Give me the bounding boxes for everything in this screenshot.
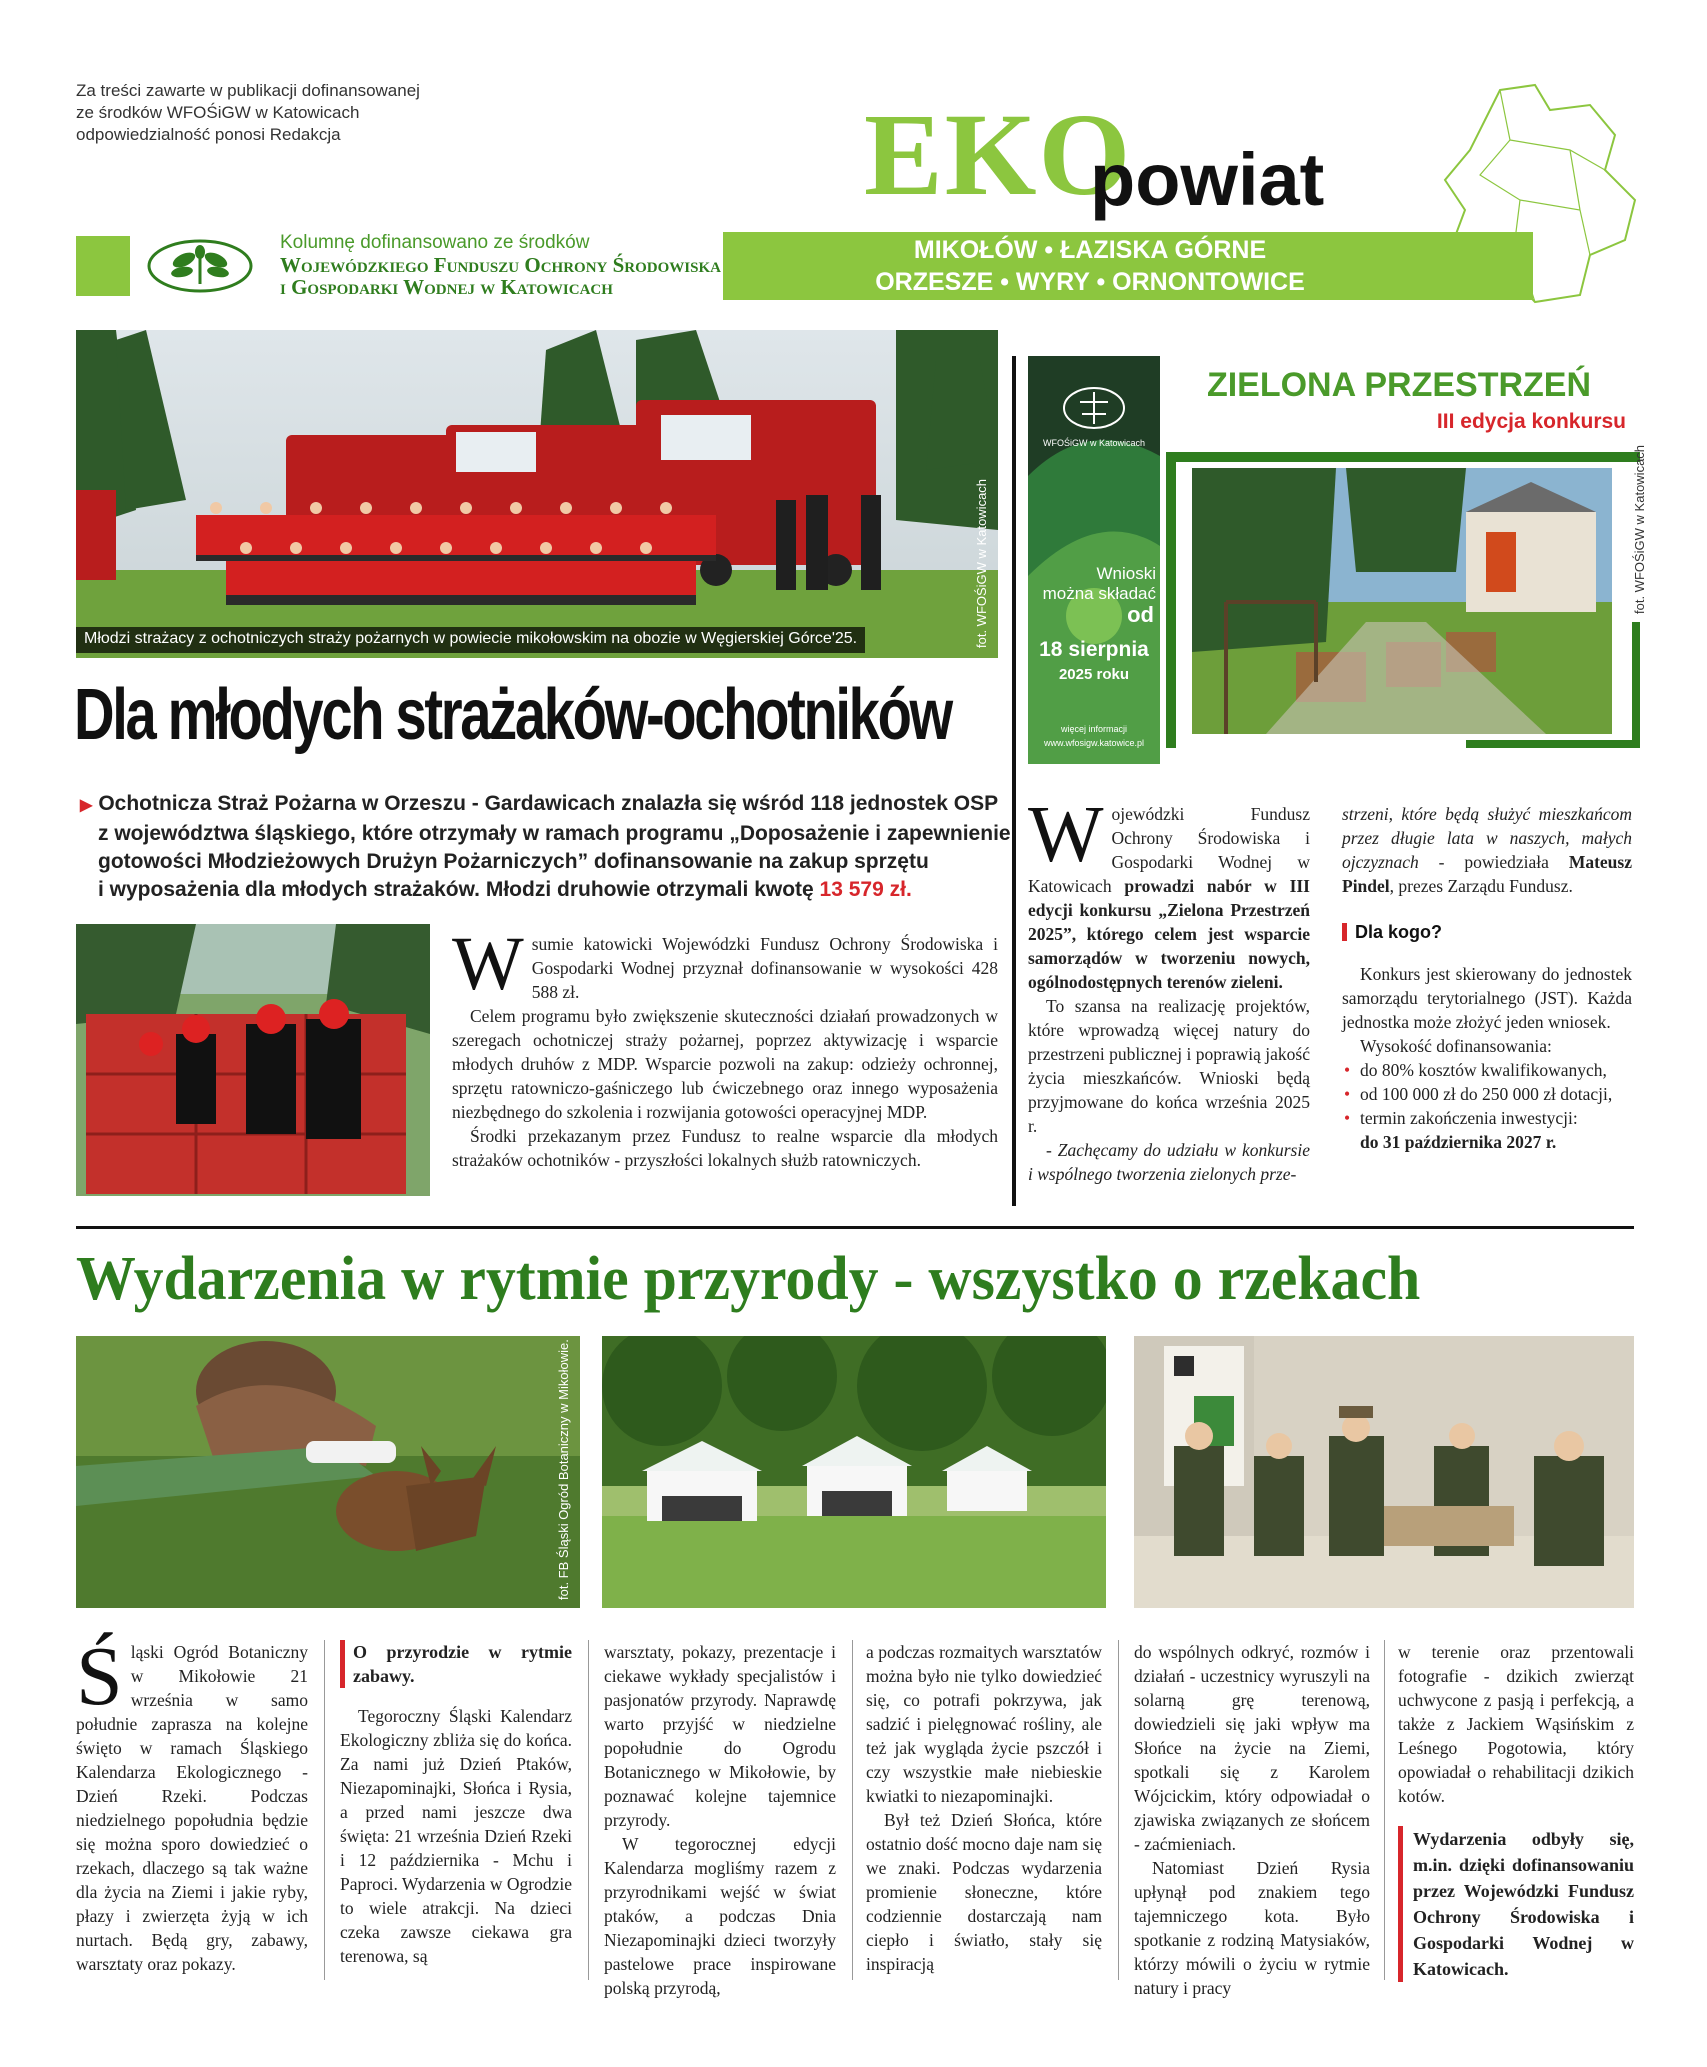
body-paragraph: Natomiast Dzień Rysia upłynął pod znakiem tego tajemniczego kota. Było spotkanie z rodziną Matysiaków, którzy mówili o życiu w rytmie natury i pracy (1134, 1858, 1370, 1998)
contest-column-1 (1028, 791, 1310, 1186)
panel-discussion-image (1134, 1336, 1634, 1608)
green-bar-left (76, 236, 130, 296)
brand-powiat: powiat (1090, 138, 1325, 221)
advert-text: Wnioski (1096, 564, 1156, 583)
lead-line: z województwa śląskiego, które otrzymały w ramach programu „Doposażenie i zapewnienie (98, 822, 1011, 845)
bullet-item: • do 80% kosztów kwalifikowanych, (1342, 1058, 1632, 1082)
green-space-image (1166, 452, 1640, 748)
drop-cap: Ś (76, 1630, 123, 1723)
green-space-photo (1166, 452, 1640, 748)
disclaimer-line: odpowiedzialność ponosi Redakcja (76, 125, 341, 144)
disclaimer-line: ze środków WFOŚiGW w Katowicach (76, 103, 360, 122)
lead-line: Ochotnicza Straż Pożarna w Orzeszu - Gardawicach znalazła się wśród 118 jednostek OSP (98, 792, 999, 815)
contest-subtitle: III edycja konkursu (1436, 410, 1626, 433)
body-paragraph: Celem programu było zwiększenie skuteczności działań prowadzonych w szeregach ochotniczej straży pożarnej, poprzez aktywizację i wsparcie młodych druhów z MDP. Wsparcie pozwoli na zakup: odzieży ochronnej, sprzętu ratowniczo-gaśniczego lub ćwiczebnego oraz innego wyposażenia niezbędnego do szkolenia i rozwijania gotowości operacyjnej MDP. (452, 1006, 998, 1122)
column-rule (1118, 1640, 1119, 1980)
advert-text: od (1127, 602, 1154, 627)
news-column-6 (1398, 1640, 1634, 1982)
column-rule (852, 1640, 853, 1980)
news-column-3 (604, 1640, 836, 2000)
contest-title: ZIELONA PRZESTRZEŃ (1206, 366, 1592, 404)
column-rule (588, 1640, 589, 1980)
photo-credit: fot. WFOŚiGW w Katowicach (974, 478, 989, 648)
drop-cap: W (1028, 791, 1104, 879)
body-paragraph: do wspólnych odkryć, rozmów i działań - uczestnicy wyruszyli na solarną grę terenową, dowiedzieli się jaki wpływ ma Słońce na życie na Ziemi, spotkali się z Karolem Wójcickim, który odpowiadał o zjawiska związanych ze słońcem - zaćmieniach. (1134, 1642, 1370, 1854)
news-column-2 (340, 1640, 572, 1968)
column-rule (324, 1640, 325, 1980)
body-paragraph: Wysokość dofinansowania: (1360, 1036, 1552, 1056)
contest-column-2 (1342, 802, 1632, 1154)
disclaimer (76, 80, 496, 146)
youth-firefighters-image (76, 924, 430, 1196)
towns-line: MIKOŁÓW • ŁAZISKA GÓRNE (913, 236, 1267, 264)
advert-org: WFOŚiGW w Katowicach (1042, 438, 1145, 448)
advert-url[interactable]: www.wfosigw.katowice.pl (1043, 738, 1145, 748)
body-paragraph: To szansa na realizację projektów, które wprowadzą więcej natury do przestrzeni publicznej i poprawią jakość życia mieszkańców. Wnioski będą przyjmowane do końca września 2025 r. (1028, 996, 1310, 1136)
quote-text: strzeni, które będą służyć mieszkańcom przez długie lata w naszych, małych ojczyznach (1342, 804, 1632, 872)
advert-date: 18 sierpnia (1039, 638, 1149, 661)
body-paragraph: W tegorocznej edycji Kalendarza mogliśmy razem z przyrodnikami wejść w świat ptaków, a podczas Dnia Niezapominajki dzieci tworzyły pastelowe prace inspirowane polską przyrodą, (604, 1834, 836, 1998)
box-heading: O przyrodzie w rytmie zabawy. (340, 1640, 572, 1688)
section-headline: Wydarzenia w rytmie przyrody - wszystko o rzekach (76, 1245, 1421, 1313)
quote-attribution: - powiedziała (1418, 852, 1569, 872)
funding-box: Wydarzenia odbyły się, m.in. dzięki dofinansowaniu przez Wojewódzki Fundusz Ochrony Środowiska i Gospodarki Wodnej w Katowicach. (1398, 1826, 1634, 1982)
funding-notice (280, 232, 740, 298)
subheading-text: Dla kogo? (1355, 922, 1443, 942)
body-paragraph: Konkurs jest skierowany do jednostek samorządu terytorialnego (JST). Każda jednostka może złożyć jeden wniosek. (1342, 964, 1632, 1032)
subheading (1342, 920, 1632, 944)
body-text-bold: prowadzi nabór w III edycji konkursu „Zielona Przestrzeń 2025”, którego celem jest wsparcie samorządów w tworzeniu nowych, ogólnodostępnych terenów zieleni. (1028, 876, 1310, 992)
youth-firefighters-photo (76, 924, 430, 1196)
moose-feeding-image (76, 1336, 580, 1608)
body-text: ojewódzki Fundusz Ochrony Środowiska i Gospodarki Wodnej w Katowicach (1028, 804, 1310, 896)
advert-more: więcej informacji (1060, 724, 1128, 734)
firefighters-photo-image (76, 330, 998, 658)
body-paragraph: w terenie oraz przentowali fotografie - dzikich zwierząt uchwycone z pasją i perfekcją, a także z Jackiem Wąsińskim z Leśnego Pogotowia, który opowiadał o rehabilitacji dzikich kotów. (1398, 1642, 1634, 1806)
moose-feeding-photo (76, 1336, 580, 1608)
disclaimer-line: Za treści zawarte w publikacji dofinansowanej (76, 81, 420, 100)
bullet-item: • termin zakończenia inwestycji: (1342, 1106, 1632, 1130)
drop-cap: W (452, 922, 524, 1006)
deadline: do 31 października 2027 r. (1360, 1132, 1557, 1152)
brand-eko: EKO (864, 89, 1133, 220)
garden-tents-image (602, 1336, 1106, 1608)
bullet-item: • od 100 000 zł do 250 000 zł dotacji, (1342, 1082, 1632, 1106)
advert-year: 2025 roku (1058, 666, 1130, 683)
body-paragraph: a podczas rozmaitych warsztatów można było nie tylko dowiedzieć się, co potrafi pokrzywa, jak sadzić i pielęgnować rośliny, ale też jak wygląda życie pszczół i czy wszystkie małe niebieskie kwiatki to niezapominajki. (866, 1642, 1102, 1806)
quote-author: Mateusz Pindel (1342, 852, 1632, 896)
column-divider (1012, 356, 1016, 1206)
contest-advert (1028, 356, 1160, 764)
wfosigw-logo-icon (146, 238, 254, 294)
article-body (452, 922, 998, 1172)
body-paragraph: Był też Dzień Słońca, które ostatnio dość mocno daje nam się we znaki. Podczas wydarzenia promienie słoneczne, które codziennie dostarczają nam ciepło i światło, stały się inspiracją (866, 1810, 1102, 1974)
body-paragraph: Tegoroczny Śląski Kalendarz Ekologiczny zbliża się do końca. Za nami już Dzień Ptaków, Niezapominajki, Słońca i Rysia, a przed nami jeszcze dwa święta: 21 września Dzień Rzeki i 12 października - Mchu i Paproci. Wydarzenia w Ogrodzie to wiele atrakcji. Na dzieci czeka zawsze ciekawa gra terenowa, są (340, 1706, 572, 1966)
photo-credit: fot. WFOŚiGW w Katowicach (1632, 444, 1647, 614)
funding-line: i Gospodarki Wodnej w Katowicach (280, 275, 613, 299)
column-rule (1384, 1640, 1385, 1980)
article-headline: Dla młodych strażaków-ochotników (74, 675, 951, 755)
quote-paragraph: - Zachęcamy do udziału w konkursie i wspólnego tworzenia zielonych prze- (1028, 1140, 1310, 1184)
body-paragraph: sumie katowicki Wojewódzki Fundusz Ochrony Środowiska i Gospodarki Wodnej przyznał dofinansowanie w wysokości 428 588 zł. (531, 934, 998, 1002)
body-paragraph: Środki przekazanym przez Fundusz to realne wsparcie dla młodych strażaków ochotników - przyszłości lokalnych służb ratowniczych. (452, 1126, 998, 1170)
article-lead (80, 790, 1011, 904)
photo-credit: fot. FB Śląski Ogród Botaniczny w Mikołowie. (556, 1339, 571, 1600)
quote-attribution: , prezes Zarządu Fundusz. (1389, 876, 1573, 896)
news-column-5 (1134, 1640, 1370, 2000)
photo-caption: Młodzi strażacy z ochotniczych straży pożarnych w powiecie mikołowskim na obozie w Węgierskiej Górce'25. (76, 627, 865, 653)
body-paragraph: warsztaty, pokazy, prezentacje i ciekawe wykłady specjalistów i pasjonatów przyrody. Naprawdę warto przyjść w niedzielne popołudnie do Ogrodu Botanicznego w Mikołowie, by poznawać kolejne tajemnice przyrody. (604, 1642, 836, 1830)
red-bar-icon (1342, 923, 1347, 941)
garden-tents-photo (602, 1336, 1106, 1608)
funding-line: Kolumnę dofinansowano ze środków (280, 232, 590, 253)
towns-line: ORZESZE • WYRY • ORNONTOWICE (875, 268, 1305, 296)
news-column-4 (866, 1640, 1102, 1976)
section-divider (76, 1226, 1634, 1229)
funding-line: Wojewódzkiego Funduszu Ochrony Środowiska (280, 253, 721, 277)
advert-text: można składać (1042, 584, 1156, 603)
advert-background (1028, 356, 1160, 764)
firefighters-group-photo (76, 330, 998, 658)
body-paragraph: ląski Ogród Botaniczny w Mikołowie 21 września w samo południe zaprasza na kolejne święto w ramach Śląskiego Kalendarza Ekologicznego - Dzień Rzeki. Podczas niedzielnego popołudnia będzie się można sporo dowiedzieć o rzekach, dlaczego są tak ważne dla życia na Ziemi i jakie ryby, płazy i zwierzęta żyją w ich nurtach. Będą gry, zabawy, warsztaty oraz pokazy. (76, 1642, 308, 1974)
panel-discussion-photo (1134, 1336, 1634, 1608)
lead-arrow-icon: ▶ (80, 797, 93, 814)
grant-amount: 13 579 zł. (819, 878, 912, 901)
lead-line: i wyposażenia dla młodych strażaków. Młodzi druhowie otrzymali kwotę (98, 878, 814, 901)
lead-line: gotowości Młodzieżowych Drużyn Pożarniczych” dofinansowanie na zakup sprzętu (98, 850, 929, 873)
news-column-1 (76, 1630, 308, 1976)
